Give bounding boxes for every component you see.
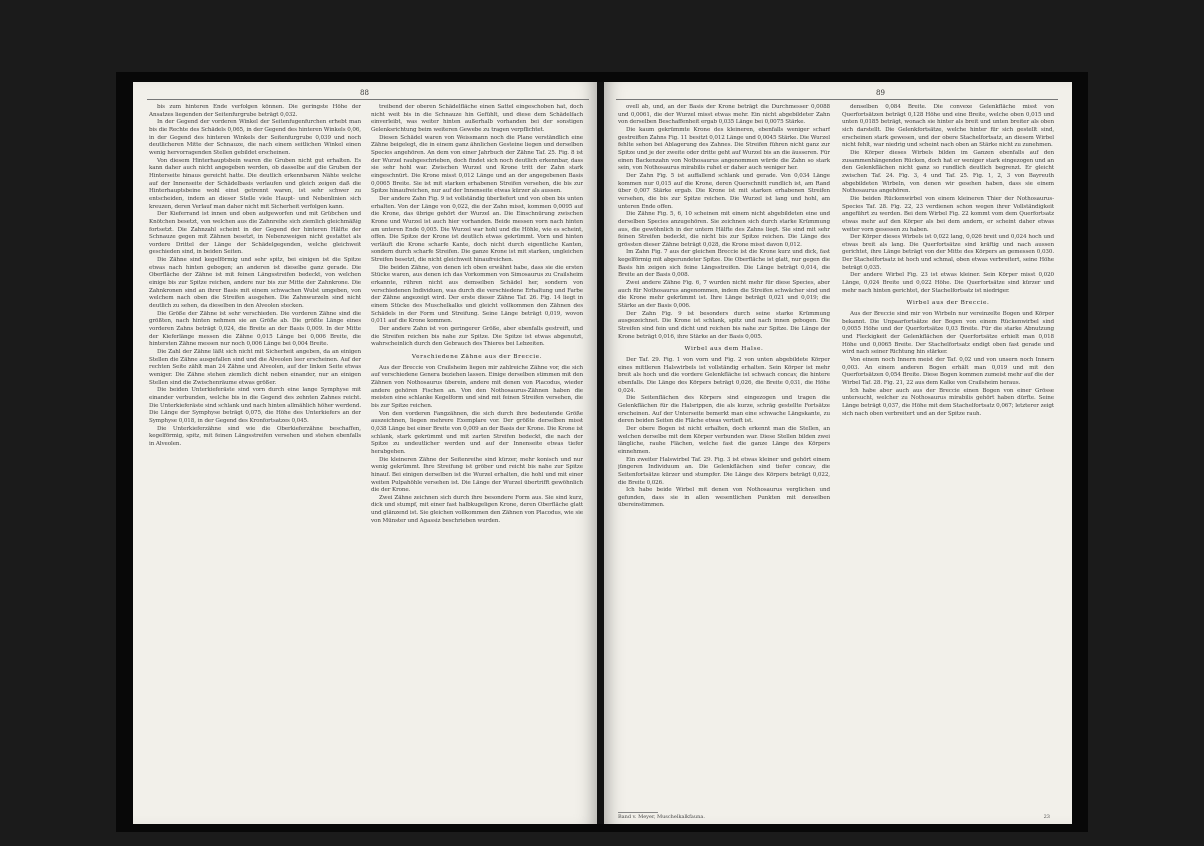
text-column-1	[618, 104, 830, 812]
paragraph: Die Zähne Fig. 5, 6, 10 scheinen mit einem nicht abgebildeten eine und derselben Species anzugehören. Sie zeichnen sich durch starke Krümmung aus, die gewöhnlich in der untern Hälfte des Zahns liegt. Sie sind mit sehr feinen Streifen bedeckt, die nicht bis zur Spitze reichen. Die Länge des grössten dieser Zähne beträgt 0,028, die Krone misst davon 0,012.	[618, 211, 830, 248]
section-heading: Wirbel aus der Breccie.	[906, 300, 990, 307]
paragraph: Aus der Breccie sind mir von Wirbeln nur vereinzelte Bogen und Körper bekannt. Die Unpaarfortsätze der Bogen von einem Rückenwirbel sind 0,0055 Höhe und der Querfortsätze 0,03 Breite. Für die starke Abnutzung und Fleckigkeit der Gelenkflächen der Querfortsätze erhielt man 0,018 Höhe und 0,0065 Breite. Der Stachelfortsatz endigt oben fast gerade und wird nach seiner Richtung hin stärker.	[842, 311, 1054, 356]
paragraph: Aus der Breccie von Crailsheim liegen mir zahlreiche Zähne vor, die sich auf verschiedene Genera beziehen lassen. Einige derselben stimmen mit den Zähnen von Nothosaurus überein, andere mit denen von Placodus, wieder andere gehören Fischen an. Von den Nothosaurus-Zähnen haben die meisten eine schlanke Kegelform und sind mit feinen Streifen versehen, die bis zur Spitze reichen.	[371, 364, 583, 409]
paragraph: Die beiden Rückenwirbel von einem kleineren Thier der Nothosaurus-Species Taf. 28. Fig. 22, 23 verdienen schon wegen ihrer Vollständigkeit angeführt zu werden. Bei dem Wirbel Fig. 22 kommt vom dem Querfortsatz etwas mehr auf den Körper als bei dem andern, er scheint daher etwas weiter vorn gesessen zu haben.	[842, 195, 1054, 233]
text-column-2	[371, 104, 583, 812]
paragraph: Zwei Zähne zeichnen sich durch ihre besondere Form aus. Sie sind kurz, dick und stumpf, mit einer fast halbkugeligen Krone, deren Oberfläche glatt und glänzend ist. Sie gleichen vollkommen den Zähnen von Placodus, wie sie von Münster und Agassiz beschrieben wurden.	[371, 494, 583, 524]
header-rule	[616, 99, 1058, 100]
paragraph: Ich habe beide Wirbel mit denen von Nothosaurus verglichen und gefunden, dass sie in allen wesentlichen Punkten mit denselben übereinstimmen.	[618, 487, 830, 509]
paragraph: Der Kieferrand ist innen und oben aufgeworfen und mit Grübchen und Knötchen besetzt, von welchen aus die Zahnreihe sich ziemlich gleichmäßig fortsetzt. Die Zahnzahl scheint in der Gegend der hinteren Hälfte der Schnauze gegen mit Zähnen besetzt, in Nebenzweigen nicht gestattet als vordere Drittel der Länge der Schädelgegenden, welche gleichweit geschieden sind, in beiden Seiten.	[149, 211, 361, 256]
signature-mark: 23	[1043, 814, 1050, 820]
paragraph: Von einem noch Innern meist der Taf. 0,02 und von unsern noch Innern 0,003. An einem anderen Bogen erhält man 0,019 und mit den Querfortsätzen 0,054 Breite. Diese Bogen kommen zumeist mehr auf die der Wirbel Taf. 28. Fig. 21, 22 aus dem Kalke von Crailsheim heraus.	[842, 357, 1054, 386]
paragraph: Ein zweiter Halswirbel Taf. 29. Fig. 3 ist etwas kleiner und gehört einem jüngeren Individuum an. Die Gelenkflächen sind tiefer concav, die Seitenfortsätze kürzer und stumpfer. Die Länge des Körpers beträgt 0,022, die Breite 0,026.	[618, 456, 830, 486]
paragraph: Zwei andere Zähne Fig. 6, 7 wurden nicht mehr für diese Species, aber auch für Nothosaurus angenommen, indem die Streifen schwächer sind und die Krone mehr gekrümmt ist. Ihre Länge beträgt 0,021 und 0,019; die Stärke an der Basis 0,006.	[618, 280, 830, 310]
footnote-text: Band v. Meyer, Muschelkalkfauna.	[618, 814, 705, 820]
paragraph: Die kleineren Zähne der Seitenreihe sind kürzer, mehr konisch und nur wenig gekrümmt. Ihre Streifung ist gröber und reicht bis nahe zur Spitze hinauf. Bei einigen derselben ist die Wurzel erhalten, die hohl und mit einer weiten Pulpahöhle versehen ist. Die Länge der Wurzel übertrifft gewöhnlich die der Krone.	[371, 456, 583, 494]
paragraph: ovell ab, und, an der Basis der Krone beträgt die Durchmesser 0,0088 und 0,0061, die der Wurzel misst etwas mehr. Ein nicht abgebildeter Zahn von derselben Beschaffenheit ergab 0,035 Länge bei 0,0075 Stärke.	[618, 104, 830, 126]
paragraph: In der Gegend der vorderen Winkel der Seitenfugenfurchen erhebt man bis die Rechte des Schädels 0,065, in der Gegend des hinteren Winkels 0,06, in der Gegend des hinteren Winkels der Seitenfurgrube 0,039 und noch deutlicheren Mitte der Schnauze, die nach einem seitlichen Winkel einen wenig hervorragenden Stellen gebildet erscheinen.	[149, 119, 361, 156]
paragraph: denselben 0,084 Breite. Die convexe Gelenkfläche misst von Querfortsätzen beträgt 0,128 Höhe und eine Breite, welche oben 0,015 und unten 0,0185 beträgt, wonach sie hinter als breit und unten breiter als oben sich darstellt. Die Gelenkfortsätze, welche hinter für sich gestellt sind, erscheinen stark gewesen, und der obere Stachelfortsatz, an diesem Wirbel nicht fehlt, war niedrig und scheint nach oben an Stärke nicht zu zunehmen.	[842, 104, 1054, 149]
paragraph: treibend der oberen Schädelfläche einen Sattel eingeschoben hat, doch nicht weit bis in die Schnauze hin Gefühlt, und diese dem Schädelfach einverleibt, was weiter hinten außerhalb vorhanden bei der sonstigen Gelenksrichtung beim weiteren Gewebe zu tragen verpflichtet.	[371, 104, 583, 133]
paragraph: Der Zahn Fig. 5 ist auffallend schlank und gerade. Von 0,034 Länge kommen nur 0,015 auf die Krone, deren Querschnitt rundlich ist, am Rand über 0,007 Stärke ergab. Die Krone ist mit starken erhabenen Streifen versehen, die bis zur Spitze reichen. Die Wurzel ist lang und hohl, am unteren Ende offen.	[618, 172, 830, 210]
paragraph: Der obere Bogen ist nicht erhalten, doch erkennt man die Stellen, an welchen derselbe mit dem Körper verbunden war. Diese Stellen bilden zwei längliche, rauhe Flächen, welche fast die ganze Länge des Körpers einnehmen.	[618, 425, 830, 455]
paragraph: Von diesem Hinterhauptsbein waren die Gruben nicht gut erhalten. Es kann daher auch nicht angegeben werden, ob dasselbe auf die Gruben der Hinterseite hinaus gereicht hatte. Die deutlich erkennbaren Nähte welche auf der Innenseite der Schädelbasis verlaufen und gleich zeigen daß die Hinterhauptsbeine wohl einst getrennt waren, ist sehr schwer zu entscheiden, indem an dieser Stelle viele Haupt- und Nebenlinien sich kreuzen, deren Verlauf man daher nicht mit Sicherheit verfolgen kann.	[149, 157, 361, 210]
text-column-1	[149, 104, 361, 812]
paragraph: Die Unterkieferzähne sind wie die Oberkieferzähne beschaffen, kegelförmig, spitz, mit feinen Längsstreifen versehen und stehen ebenfalls in Alveolen.	[149, 425, 361, 447]
paragraph: Ich habe aber auch aus der Breccie einen Bogen von einer Grösse untersucht, welcher zu Nothosaurus mirabilis gehört haben dürfte. Seine Länge beträgt 0,037, die Höhe mit dem Stachelfortsatz 0,067; letzterer zeigt sich nach oben verbreitert und an der Spitze rauh.	[842, 387, 1054, 417]
paragraph: Die beiden Zähne, von denen ich oben erwähnt habe, dass sie die ersten Stücke waren, aus denen ich das Vorkommen von Simosaurus zu Crailsheim erkannte, rühren nicht aus demselben Schädel her, sondern von verschiedenen Individuen, was durch die verschiedene Erhaltung und Farbe der Zähne angezeigt wird. Der erste dieser Zähne Taf. 26. Fig. 14 liegt in einem Stücke des Muschelkalks und gleicht vollkommen den Zähnen des Schädels in der Form und Streifung. Seine Länge beträgt 0,019, wovon 0,011 auf die Krone kommen.	[371, 264, 583, 325]
page-number: 88	[360, 89, 369, 97]
paragraph: Im Zahn Fig. 7 aus der gleichen Breccie ist die Krone kurz und dick, fast kegelförmig mit abgerundeter Spitze. Die Oberfläche ist glatt, nur gegen die Basis hin zeigen sich feine Längsstreifen. Die Länge beträgt 0,014, die Breite an der Basis 0,008.	[618, 249, 830, 279]
paragraph: Die Zähne sind kegelförmig und sehr spitz, bei einigen ist die Spitze etwas nach hinten gebogen; an anderen ist dieselbe ganz gerade. Die Oberfläche der Zähne ist mit feinen Längsstreifen bedeckt, von welchen einige bis zur Spitze reichen, andere nur bis zur Mitte der Zahnkrone. Die Zahnkronen sind an ihrer Basis mit einem schwachen Wulst umgeben, von welchem nach oben die Streifen ausgehen. Die Zahnwurzeln sind nicht deutlich zu sehen, da dieselben in den Alveolen stecken.	[149, 257, 361, 310]
paragraph: Von den vorderen Fangzähnen, die sich durch ihre bedeutende Größe auszeichnen, liegen mehrere Exemplare vor. Der größte derselben misst 0,038 Länge bei einer Breite von 0,009 an der Basis der Krone. Die Krone ist schlank, stark gekrümmt und mit zarten Streifen bedeckt, die nach der Spitze zu undeutlicher werden und auf der Innenseite etwas tiefer herabgehen.	[371, 410, 583, 455]
book-gutter	[597, 82, 604, 824]
paragraph: Der andere Zahn ist von geringerer Größe, aber ebenfalls gestreift, und die Streifen reichen bis nahe zur Spitze. Die Spitze ist etwas abgenutzt, wahrscheinlich durch den Gebrauch des Thieres bei Lebzeiten.	[371, 326, 583, 348]
right-page	[604, 82, 1072, 824]
text-column-2	[842, 104, 1054, 812]
paragraph: Der Zahn Fig. 9 ist besonders durch seine starke Krümmung ausgezeichnet. Die Krone ist schlank, spitz und nach innen gebogen. Die Streifen sind fein und dicht und reichen bis nahe zur Spitze. Die Länge der Krone beträgt 0,016, ihre Stärke an der Basis 0,005.	[618, 310, 830, 340]
paragraph: Die Seitenflächen des Körpers sind eingezogen und tragen die Gelenkflächen für die Halsrippen, die als kurze, schräg gestellte Fortsätze erscheinen. Auf der Unterseite bemerkt man eine schwache Längskante, zu deren beiden Seiten die Fläche etwas vertieft ist.	[618, 395, 830, 425]
footnote	[618, 812, 705, 820]
page-number: 89	[876, 89, 885, 97]
paragraph: Die Größe der Zähne ist sehr verschieden. Die vorderen Zähne sind die größten, nach hinten nehmen sie an Größe ab. Die größte Länge eines vorderen Zahns beträgt 0,024, die Breite an der Basis 0,009. In der Mitte der Kieferlänge messen die Zähne 0,015 Länge bei 0,006 Breite, die hintersten Zähne messen nur noch 0,006 Länge bei 0,004 Breite.	[149, 310, 361, 348]
paragraph: Die Zahl der Zähne läßt sich nicht mit Sicherheit angeben, da an einigen Stellen die Zähne ausgefallen sind und die Alveolen leer erscheinen. Auf der rechten Seite zählt man 24 Zähne und Alveolen, auf der linken Seite etwas weniger. Die Zähne stehen ziemlich dicht neben einander, nur an einigen Stellen sind die Zwischenräume etwas größer.	[149, 349, 361, 386]
section-heading: Verschiedene Zähne aus der Breccie.	[411, 354, 543, 360]
paragraph: Der andere Wirbel Fig. 23 ist etwas kleiner. Sein Körper misst 0,020 Länge, 0,024 Breite und 0,022 Höhe. Die Querfortsätze sind kürzer und mehr nach hinten gerichtet, der Stachelfortsatz ist niedriger.	[842, 272, 1054, 294]
section-heading: Wirbel aus dem Halse.	[684, 346, 764, 353]
paragraph: Diesen Schädel waren von Weissmann noch die Plane verständlich eine Zähne beigelegt, die in einem ganz ähnlichen Gesteine liegen und derselben Species angehören. An dem von einer Jahrbuch der Zähne Taf. 25. Fig. 8 ist der Wurzel rauhgeschrieben, doch findet sich noch deutlich erkennbar, dass sie sehr hohl war. Zwischen Wurzel und Krone tritt der Zahn stark eingeschnürt. Die Krone misst 0,012 Länge und an der angegebenen Basis 0,0065 Breite. Sie ist mit starken erhabenen Streifen versehen, die bis zur Spitze hinaufreichen, nur auf der Innenseite etwas kürzer als aussen.	[371, 134, 583, 195]
paragraph: Der andere Zahn Fig. 9 ist vollständig überliefert und von oben bis unten erhalten. Von der Länge von 0,022, die der Zahn misst, kommen 0,0095 auf die Krone, das übrige gehört der Wurzel an. Die Einschnürung zwischen Krone und Wurzel ist auch hier vorhanden. Beide messen vorn nach hinten am unteren Ende 0,005. Die Wurzel war hohl und die Höhle, wie es scheint, offen. Die Spitze der Krone ist deutlich etwas gekrümmt. Vorn und hinten verläuft die Krone scharfe Kante, doch nicht durch eigentliche Kanten, sondern durch scharfe Streifen. Die ganze Krone ist mit starken, ungleichen Streifen besetzt, die nicht gleichweit hinaufreichen.	[371, 195, 583, 264]
paragraph: Der Körper dieses Wirbels ist 0,022 lang, 0,026 breit und 0,024 hoch und etwas breit als lang. Die Querfortsätze sind kräftig und nach aussen gerichtet, ihre Länge beträgt von der Mitte des Körpers an gemessen 0,030. Der Stachelfortsatz ist hoch und schmal, oben etwas verbreitert, seine Höhe beträgt 0,035.	[842, 234, 1054, 271]
paragraph: Der Taf. 29. Fig. 1 von vorn und Fig. 2 von unten abgebildete Körper eines mittleren Halswirbels ist vollständig erhalten. Sein Körper ist mehr breit als hoch und die vordere Gelenkfläche ist schwach concav, die hintere ebenfalls. Die Länge des Körpers beträgt 0,026, die Breite 0,031, die Höhe 0,024.	[618, 357, 830, 394]
header-rule	[147, 99, 589, 100]
paragraph: Die kaum gekrümmte Krone des kleineren, ebenfalls weniger scharf gestreiften Zahns Fig. 11 besitzt 0,012 Länge und 0,0045 Stärke. Die Wurzel fehlte sehon bei Ablagerung des Zahnes. Die Streifen führen nicht ganz zur Spitze und je der zweite oder dritte geht auf Wurzel bis an die äusseren. Für einen Backenzahn von Nothosaurus angenommen würde die Zahn so stark sein, von Nothosaurus mirabilis ruhet er daher auch weniger her.	[618, 126, 830, 172]
paragraph: Die beiden Unterkieferäste sind vorn durch eine lange Symphyse mit einander verbunden, welche bis in die Gegend des zehnten Zahnes reicht. Die Unterkieferäste sind schlank und nach hinten allmählich höher werdend. Die Länge der Symphyse beträgt 0,075, die Höhe des Unterkiefers an der Symphyse 0,018, in der Gegend des Kronfortsatzes 0,045.	[149, 387, 361, 424]
paragraph: Die Körper dieses Wirbels bilden im Ganzen ebenfalls auf den zusammenhängenden Rücken, doch hat er weniger stark eingezogen und an den Gelenkflächen nicht ganz so rundlich deutlich begrenzt. Er gleicht zwischen Taf. 24. Fig. 3, 4 und Taf. 25. Fig. 1, 2, 3 von Bayreuth abgebildeten Wirbeln, von denen wir gesehen haben, dass sie einem Nothosaurus angehören.	[842, 149, 1054, 195]
left-page	[133, 82, 597, 824]
paragraph: bis zum hinteren Ende verfolgen können. Die geringste Höhe der Ansatzes liegenden der Seitenfurgrube beträgt 0,032.	[149, 104, 361, 118]
